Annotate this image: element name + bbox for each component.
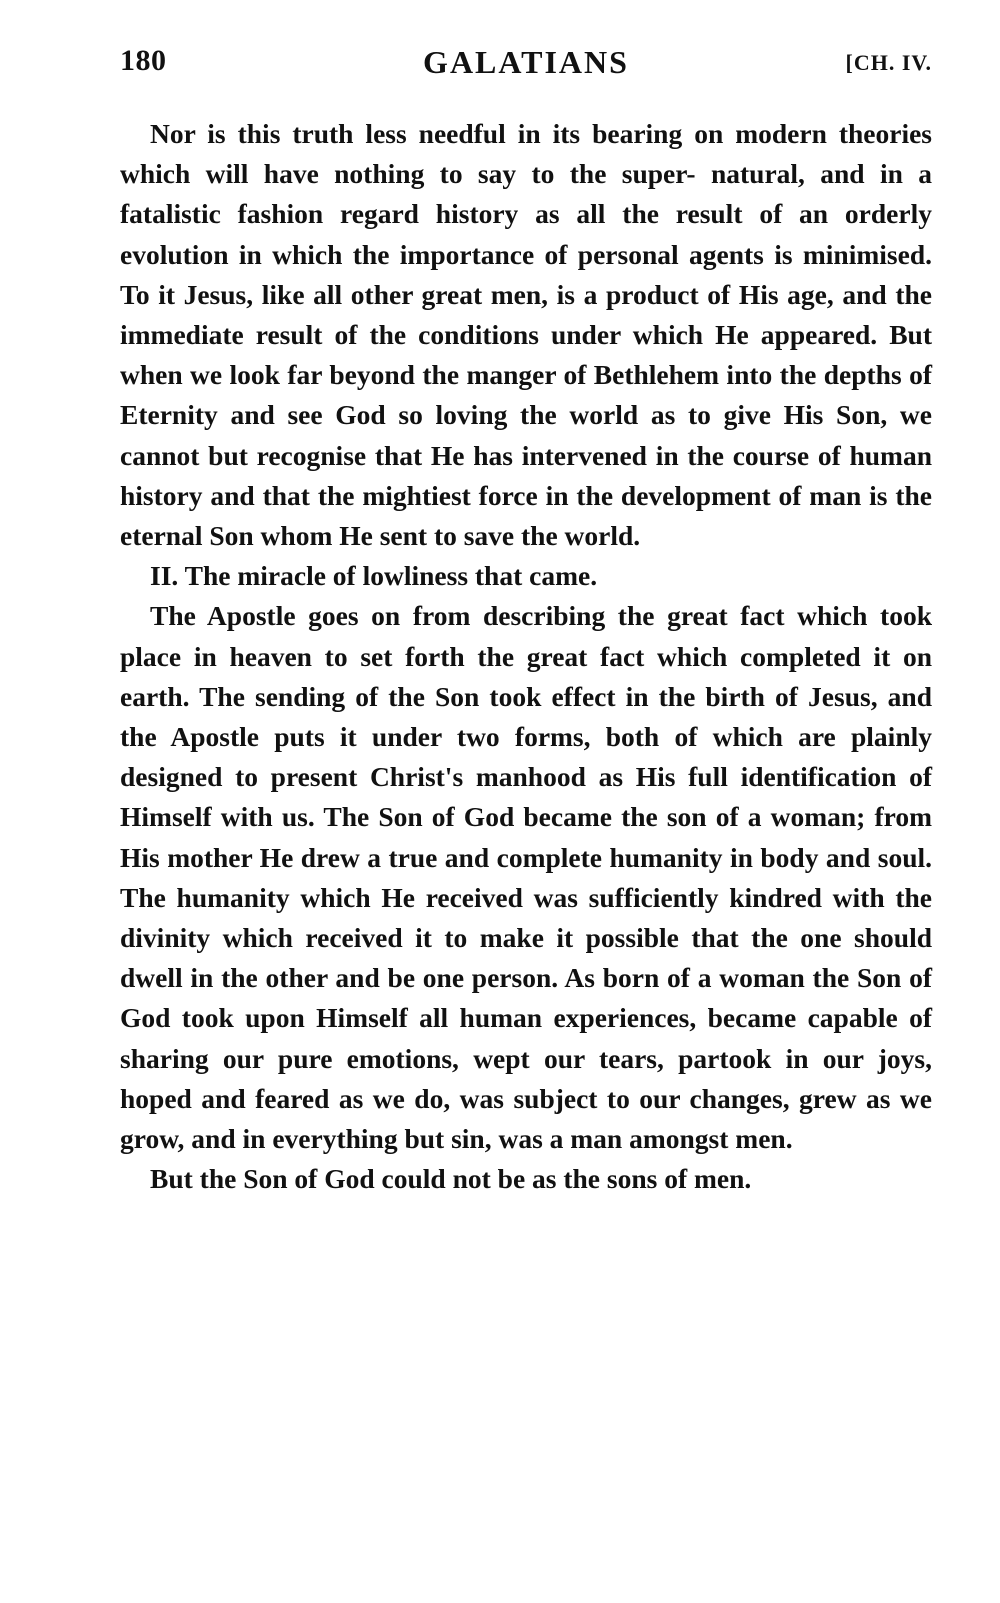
page-number: 180 xyxy=(120,44,167,77)
section-heading: II. The miracle of lowliness that came. xyxy=(150,560,598,592)
body-text xyxy=(120,114,932,1199)
paragraph-2: The Apostle goes on from describing the great fact which took place in heaven to set forth the great fact which completed it on earth. The sending of the Son took effect in the birth of Jesus, and the Apostle puts it under two forms, both of which are plainly designed to present Christ's manhood as His full identification of Himself with us. The Son of God became the son of a woman; from His mother He drew a true and complete humanity in body and soul. The humanity which He received was sufficiently kindred with the divinity which received it to make it possible that the one should dwell in the other and be one person. As born of a woman the Son of God took upon Himself all human experiences, became capable of sharing our pure emotions, wept our tears, partook in our joys, hoped and feared as we do, was subject to our changes, grew as we grow, and in everything but sin, was a man amongst men. xyxy=(120,600,932,1155)
chapter-reference: [CH. IV. xyxy=(845,50,932,75)
paragraph-1: Nor is this truth less needful in its bearing on modern theories which will have nothing to say to the super- natural, and in a fatalistic fashion regard history as all the result of an orderly evolution in which the importance of personal agents is minimised. To it Jesus, like all other great men, is a product of His age, and the immediate result of the conditions under which He appeared. But when we look far beyond the manger of Bethlehem into the depths of Eternity and see God so loving the world as to give His Son, we cannot but recognise that He has intervened in the course of human history and that the mightiest force in the development of man is the eternal Son whom He sent to save the world. xyxy=(120,118,932,552)
running-head xyxy=(120,44,932,88)
page-title: GALATIANS xyxy=(423,44,629,80)
paragraph-3: But the Son of God could not be as the sons of men. xyxy=(150,1163,752,1195)
